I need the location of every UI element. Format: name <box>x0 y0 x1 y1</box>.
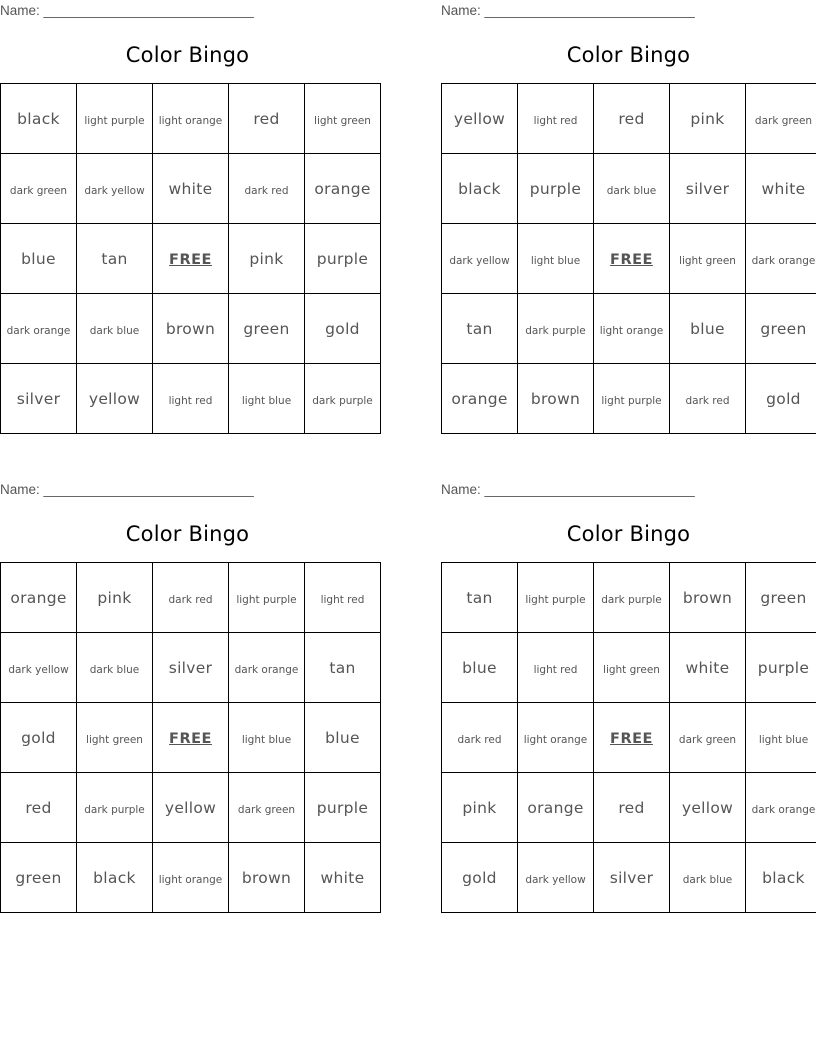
color-word: red <box>618 110 645 128</box>
color-word: light blue <box>241 395 292 407</box>
color-word: gold <box>21 729 56 747</box>
bingo-cell <box>670 703 746 773</box>
bingo-cell <box>153 154 229 224</box>
bingo-cell <box>305 633 381 703</box>
color-word: orange <box>451 390 508 408</box>
color-word: dark orange <box>751 255 816 267</box>
bingo-cell <box>229 224 305 294</box>
bingo-cell <box>594 563 670 633</box>
bingo-cell <box>305 563 381 633</box>
color-word: dark yellow <box>84 185 145 197</box>
bingo-row <box>1 843 381 913</box>
color-word: blue <box>462 659 497 677</box>
bingo-cell <box>670 364 746 434</box>
bingo-cell <box>518 843 594 913</box>
bingo-cell <box>442 633 518 703</box>
bingo-cell <box>305 773 381 843</box>
color-word: dark orange <box>751 804 816 816</box>
color-word: dark yellow <box>449 255 510 267</box>
bingo-card <box>441 0 816 435</box>
color-word: light purple <box>236 594 297 606</box>
bingo-cell <box>746 843 816 913</box>
bingo-cell <box>153 563 229 633</box>
color-word: yellow <box>681 799 734 817</box>
free-space-label: FREE <box>169 252 212 268</box>
color-word: pink <box>690 110 725 128</box>
bingo-cell <box>442 563 518 633</box>
bingo-cell <box>594 633 670 703</box>
bingo-cell <box>77 84 153 154</box>
bingo-cell <box>1 364 77 434</box>
name-field-label: Name: ____________________________ <box>0 3 254 18</box>
color-word: light purple <box>84 115 145 127</box>
bingo-row <box>442 703 816 773</box>
bingo-cell <box>518 703 594 773</box>
color-word: blue <box>21 250 56 268</box>
color-word: light red <box>168 395 213 407</box>
color-word: dark red <box>685 395 730 407</box>
bingo-cell <box>442 703 518 773</box>
color-word: dark blue <box>606 185 657 197</box>
bingo-cell <box>746 224 816 294</box>
color-word: black <box>17 110 60 128</box>
bingo-cell <box>229 703 305 773</box>
color-word: black <box>458 180 501 198</box>
color-word: light red <box>533 664 578 676</box>
color-word: light red <box>533 115 578 127</box>
color-word: silver <box>168 659 213 677</box>
bingo-row <box>1 364 381 434</box>
color-word: light green <box>86 734 143 746</box>
bingo-cell <box>305 703 381 773</box>
color-word: white <box>320 869 365 887</box>
color-word: dark yellow <box>525 874 586 886</box>
color-word: light green <box>314 115 371 127</box>
bingo-cell <box>229 633 305 703</box>
bingo-row <box>1 563 381 633</box>
color-word: white <box>685 659 730 677</box>
color-word: brown <box>241 869 292 887</box>
bingo-row <box>442 563 816 633</box>
color-word: tan <box>101 250 128 268</box>
free-space-cell <box>594 224 670 294</box>
color-word: green <box>760 320 807 338</box>
color-word: dark orange <box>234 664 299 676</box>
name-field-label: Name: ____________________________ <box>441 3 695 18</box>
bingo-cell <box>670 294 746 364</box>
color-word: brown <box>530 390 581 408</box>
color-word: light orange <box>523 734 588 746</box>
bingo-row <box>442 84 816 154</box>
color-word: dark green <box>237 804 296 816</box>
bingo-cell <box>77 563 153 633</box>
bingo-cell <box>518 633 594 703</box>
bingo-cell <box>518 154 594 224</box>
bingo-cell <box>1 154 77 224</box>
bingo-cell <box>594 154 670 224</box>
color-word: light purple <box>601 395 662 407</box>
color-word: gold <box>462 869 497 887</box>
color-word: green <box>15 869 62 887</box>
bingo-cell <box>594 843 670 913</box>
bingo-row <box>1 294 381 364</box>
name-field-label: Name: ____________________________ <box>0 482 254 497</box>
bingo-cell <box>229 154 305 224</box>
color-word: blue <box>325 729 360 747</box>
color-word: dark purple <box>84 804 145 816</box>
bingo-cell <box>442 224 518 294</box>
bingo-cell <box>1 224 77 294</box>
color-word: orange <box>527 799 584 817</box>
bingo-row <box>1 154 381 224</box>
bingo-cell <box>305 154 381 224</box>
color-word: dark purple <box>312 395 373 407</box>
color-word: purple <box>316 250 369 268</box>
bingo-row <box>1 633 381 703</box>
bingo-cell <box>594 364 670 434</box>
color-word: dark purple <box>601 594 662 606</box>
bingo-cell <box>229 84 305 154</box>
bingo-cell <box>442 154 518 224</box>
color-word: red <box>253 110 280 128</box>
color-word: light orange <box>158 115 223 127</box>
bingo-row <box>442 364 816 434</box>
bingo-cell <box>670 773 746 843</box>
color-word: blue <box>690 320 725 338</box>
bingo-row <box>442 773 816 843</box>
bingo-cell <box>1 773 77 843</box>
color-word: dark blue <box>89 325 140 337</box>
card-title: Color Bingo <box>125 43 250 67</box>
color-word: yellow <box>164 799 217 817</box>
free-space-label: FREE <box>610 252 653 268</box>
color-word: light green <box>603 664 660 676</box>
bingo-grid <box>0 83 381 434</box>
free-space-label: FREE <box>610 731 653 747</box>
color-word: orange <box>314 180 371 198</box>
color-word: white <box>761 180 806 198</box>
bingo-cell <box>594 294 670 364</box>
bingo-cell <box>153 773 229 843</box>
bingo-row <box>1 773 381 843</box>
color-word: dark red <box>457 734 502 746</box>
bingo-cell <box>153 633 229 703</box>
bingo-cell <box>305 843 381 913</box>
bingo-cell <box>518 364 594 434</box>
bingo-row <box>442 843 816 913</box>
bingo-cell <box>77 843 153 913</box>
color-word: dark purple <box>525 325 586 337</box>
color-word: dark orange <box>6 325 71 337</box>
color-word: dark green <box>9 185 68 197</box>
bingo-cell <box>518 294 594 364</box>
color-word: dark green <box>678 734 737 746</box>
color-word: purple <box>529 180 582 198</box>
bingo-cell <box>746 154 816 224</box>
bingo-cell <box>670 633 746 703</box>
bingo-cell <box>77 773 153 843</box>
free-space-label: FREE <box>169 731 212 747</box>
color-word: dark red <box>168 594 213 606</box>
bingo-cell <box>442 773 518 843</box>
bingo-cell <box>153 84 229 154</box>
color-word: light purple <box>525 594 586 606</box>
color-word: green <box>243 320 290 338</box>
bingo-cell <box>594 84 670 154</box>
color-word: gold <box>766 390 801 408</box>
color-word: red <box>25 799 52 817</box>
color-word: light blue <box>241 734 292 746</box>
bingo-cell <box>746 84 816 154</box>
color-word: purple <box>316 799 369 817</box>
bingo-cell <box>229 773 305 843</box>
bingo-grid <box>441 83 816 434</box>
bingo-cell <box>153 843 229 913</box>
color-word: silver <box>685 180 730 198</box>
color-word: light blue <box>758 734 809 746</box>
color-word: brown <box>165 320 216 338</box>
color-word: dark yellow <box>8 664 69 676</box>
free-space-cell <box>153 703 229 773</box>
bingo-cell <box>670 563 746 633</box>
bingo-cell <box>153 294 229 364</box>
color-word: tan <box>466 589 493 607</box>
color-word: dark blue <box>89 664 140 676</box>
color-word: white <box>168 180 213 198</box>
bingo-cell <box>77 154 153 224</box>
color-word: black <box>762 869 805 887</box>
color-word: gold <box>325 320 360 338</box>
color-word: black <box>93 869 136 887</box>
bingo-cell <box>670 154 746 224</box>
bingo-cell <box>746 703 816 773</box>
color-word: light orange <box>158 874 223 886</box>
bingo-cell <box>229 364 305 434</box>
color-word: pink <box>97 589 132 607</box>
bingo-cell <box>746 364 816 434</box>
bingo-cell <box>77 703 153 773</box>
name-field-label: Name: ____________________________ <box>441 482 695 497</box>
bingo-cell <box>1 294 77 364</box>
color-word: dark red <box>244 185 289 197</box>
color-word: dark blue <box>682 874 733 886</box>
card-title: Color Bingo <box>566 522 691 546</box>
color-word: light blue <box>530 255 581 267</box>
bingo-row <box>1 703 381 773</box>
bingo-cell <box>77 224 153 294</box>
color-word: light red <box>320 594 365 606</box>
bingo-cell <box>305 224 381 294</box>
bingo-cell <box>77 633 153 703</box>
bingo-cell <box>518 773 594 843</box>
bingo-cell <box>77 364 153 434</box>
bingo-row <box>442 154 816 224</box>
bingo-row <box>442 294 816 364</box>
bingo-cell <box>746 563 816 633</box>
bingo-cell <box>1 843 77 913</box>
bingo-cell <box>77 294 153 364</box>
color-word: silver <box>609 869 654 887</box>
color-word: tan <box>329 659 356 677</box>
bingo-row <box>1 84 381 154</box>
card-title: Color Bingo <box>125 522 250 546</box>
bingo-grid <box>0 562 381 913</box>
color-word: light green <box>679 255 736 267</box>
color-word: pink <box>249 250 284 268</box>
color-word: pink <box>462 799 497 817</box>
bingo-row <box>1 224 381 294</box>
bingo-card <box>441 479 816 914</box>
bingo-cell <box>229 843 305 913</box>
color-word: green <box>760 589 807 607</box>
bingo-cell <box>518 224 594 294</box>
bingo-cell <box>518 84 594 154</box>
bingo-cell <box>442 84 518 154</box>
color-word: brown <box>682 589 733 607</box>
bingo-cell <box>746 294 816 364</box>
color-word: purple <box>757 659 810 677</box>
bingo-cell <box>305 364 381 434</box>
color-word: red <box>618 799 645 817</box>
color-word: dark green <box>754 115 813 127</box>
bingo-cell <box>1 84 77 154</box>
bingo-cell <box>442 364 518 434</box>
color-word: light orange <box>599 325 664 337</box>
bingo-cell <box>229 563 305 633</box>
bingo-cell <box>305 84 381 154</box>
bingo-card <box>0 479 375 914</box>
bingo-grid <box>441 562 816 913</box>
color-word: yellow <box>453 110 506 128</box>
color-word: silver <box>16 390 61 408</box>
bingo-cell <box>670 843 746 913</box>
bingo-cell <box>229 294 305 364</box>
bingo-cell <box>746 633 816 703</box>
free-space-cell <box>594 703 670 773</box>
color-word: orange <box>10 589 67 607</box>
bingo-row <box>442 633 816 703</box>
bingo-card <box>0 0 375 435</box>
bingo-cell <box>442 843 518 913</box>
bingo-cell <box>1 703 77 773</box>
bingo-cell <box>1 633 77 703</box>
color-word: yellow <box>88 390 141 408</box>
card-title: Color Bingo <box>566 43 691 67</box>
bingo-cell <box>305 294 381 364</box>
bingo-cell <box>670 84 746 154</box>
bingo-cell <box>670 224 746 294</box>
color-word: tan <box>466 320 493 338</box>
bingo-cell <box>442 294 518 364</box>
bingo-row <box>442 224 816 294</box>
bingo-cell <box>1 563 77 633</box>
bingo-cell <box>594 773 670 843</box>
bingo-cell <box>518 563 594 633</box>
free-space-cell <box>153 224 229 294</box>
bingo-cell <box>746 773 816 843</box>
bingo-cell <box>153 364 229 434</box>
